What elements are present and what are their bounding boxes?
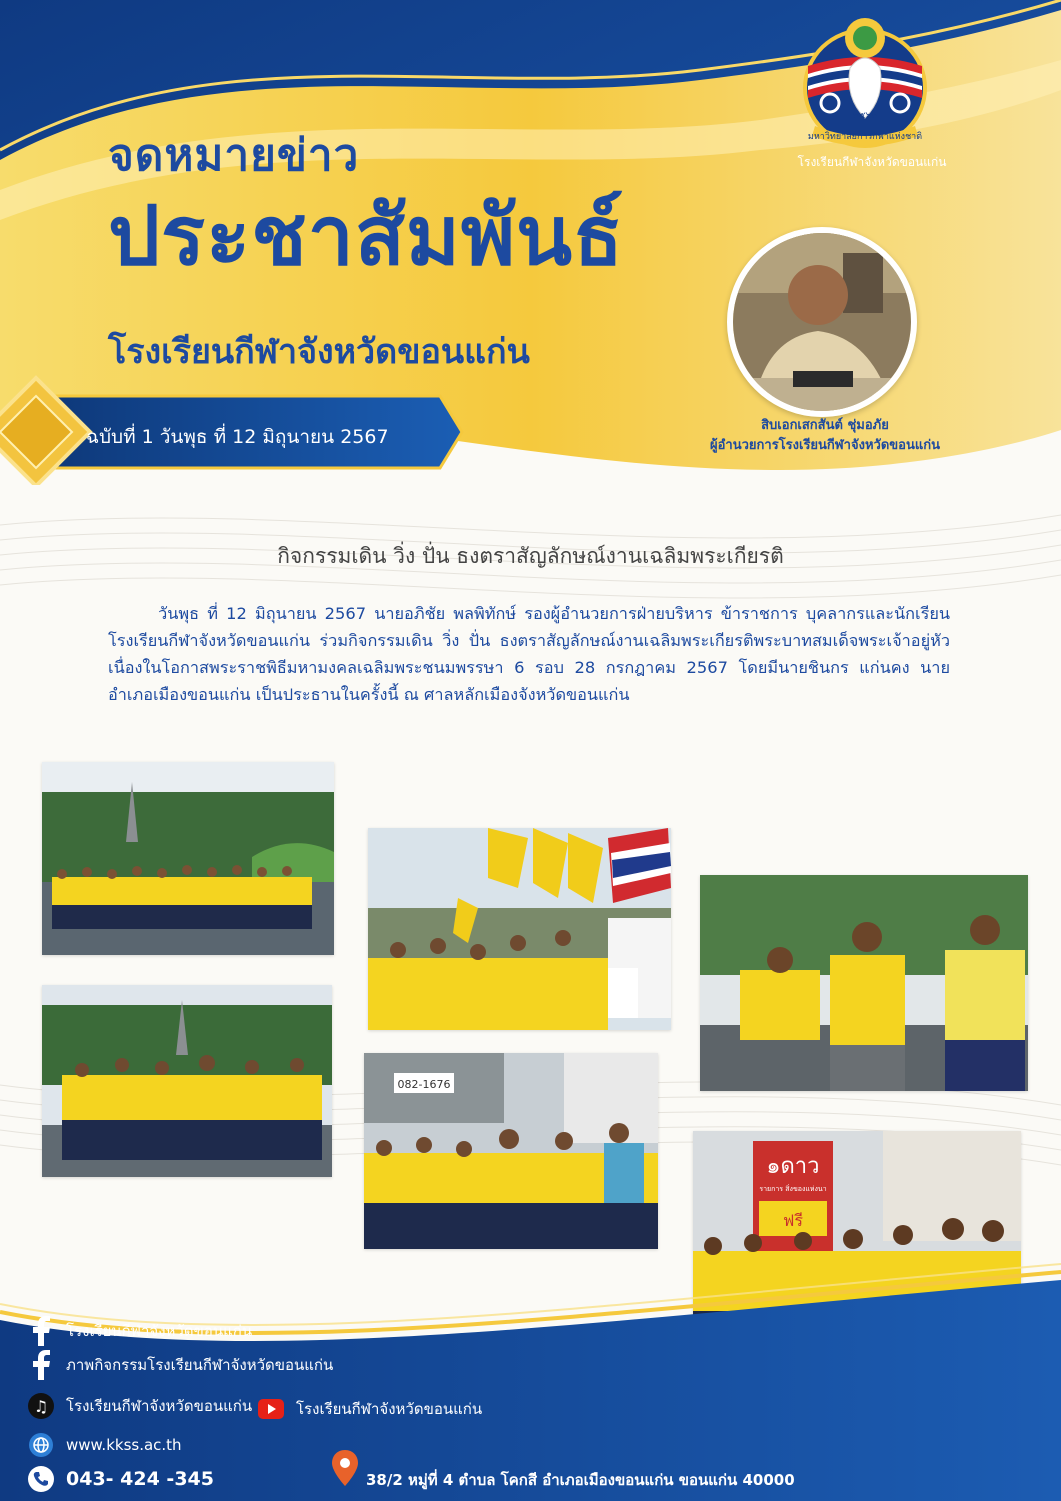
logo-year-text: ๒๕๖๒ [852, 111, 878, 121]
photo-march-3 [364, 1053, 658, 1249]
shop-sub-sign: รายการ สิ่งของแห่งนา [759, 1185, 827, 1193]
director-photo [727, 227, 917, 417]
youtube-link[interactable] [258, 1396, 482, 1422]
shop-sign: ๑ดาว [766, 1154, 820, 1179]
issue-info: ฉบับที่ 1 วันพุธ ที่ 12 มิถุนายน 2567 [86, 426, 389, 448]
facebook-icon [28, 1352, 54, 1378]
school-logo [790, 8, 940, 156]
address-label: 38/2 หมู่ที่ 4 ตำบล โคกสี อำเภอเมืองขอนแก่น ขอนแก่น 40000 [366, 1471, 795, 1489]
article-body-text: วันพุธ ที่ 12 มิถุนายน 2567 นายอภิชัย พลพิทักษ์ รองผู้อำนวยการฝ่ายบริหาร ข้าราชการ บุคลากรและนักเรียน โรงเรียนกีฬาจังหวัดขอนแก่น ร่วมกิจกรรมเดิน วิ่ง ปั่น ธงตราสัญลักษณ์งานเฉลิมพระเกียรติพระบาทสมเด็จพระเจ้าอยู่หัว เนื่องในโอกาสพระราชพิธีมหามงคลเฉลิมพระชนมพรรษา 6 รอบ 28 กรกฎาคม 2567 โดยมีนายชินกร แก่นคง นายอำเภอเมืองขอนแก่น เป็นประธานในครั้งนี้ ณ ศาลหลักเมืองจังหวัดขอนแก่น [108, 604, 950, 704]
promo-sign: ฟรี [783, 1211, 803, 1230]
school-name: โรงเรียนกีฬาจังหวัดขอนแก่น [108, 332, 530, 372]
tiktok-icon [28, 1393, 54, 1419]
facebook-link-1[interactable] [28, 1318, 252, 1344]
globe-icon [28, 1432, 54, 1458]
newsletter-label: จดหมายข่าว [108, 130, 360, 181]
photo-flag-truck [368, 828, 671, 1030]
youtube-link-label: โรงเรียนกีฬาจังหวัดขอนแก่น [296, 1400, 483, 1418]
logo-caption: โรงเรียนกีฬาจังหวัดขอนแก่น [797, 155, 947, 169]
facebook-link-1-label: โรงเรียนกีฬาจังหวัดขอนแก่น [66, 1322, 253, 1340]
photo-march-4 [700, 875, 1028, 1091]
photo-march-1 [42, 762, 334, 955]
photo-march-2 [42, 985, 332, 1177]
article-headline: กิจกรรมเดิน วิ่ง ปั่น ธงตราสัญลักษณ์งานเฉลิมพระเกียรติ [277, 544, 784, 568]
phone-link[interactable] [28, 1466, 214, 1492]
store-phone-sign: 082-1676 [397, 1078, 451, 1091]
facebook-link-2[interactable] [28, 1352, 333, 1378]
facebook-link-2-label: ภาพกิจกรรมโรงเรียนกีฬาจังหวัดขอนแก่น [66, 1356, 334, 1374]
article-body [108, 600, 950, 708]
website-label: www.kkss.ac.th [66, 1436, 182, 1454]
logo-ribbon-text: มหาวิทยาลัยการกีฬาแห่งชาติ [807, 132, 923, 142]
director-title: ผู้อำนวยการโรงเรียนกีฬาจังหวัดขอนแก่น [710, 438, 940, 453]
phone-icon [28, 1466, 54, 1492]
phone-label: 043- 424 -345 [66, 1468, 214, 1490]
footer-banner [0, 1260, 1061, 1501]
tiktok-link[interactable] [28, 1393, 252, 1419]
youtube-icon [258, 1396, 284, 1422]
newsletter-title: ประชาสัมพันธ์ [108, 189, 625, 284]
website-link[interactable] [28, 1432, 182, 1458]
location-pin-icon [332, 1450, 358, 1490]
facebook-icon [28, 1318, 54, 1344]
tiktok-link-label: โรงเรียนกีฬาจังหวัดขอนแก่น [66, 1397, 253, 1415]
svg-text:♫: ♫ [33, 1397, 49, 1416]
director-name: สิบเอกเสกสันต์ ชุ่มอภัย [761, 418, 889, 433]
